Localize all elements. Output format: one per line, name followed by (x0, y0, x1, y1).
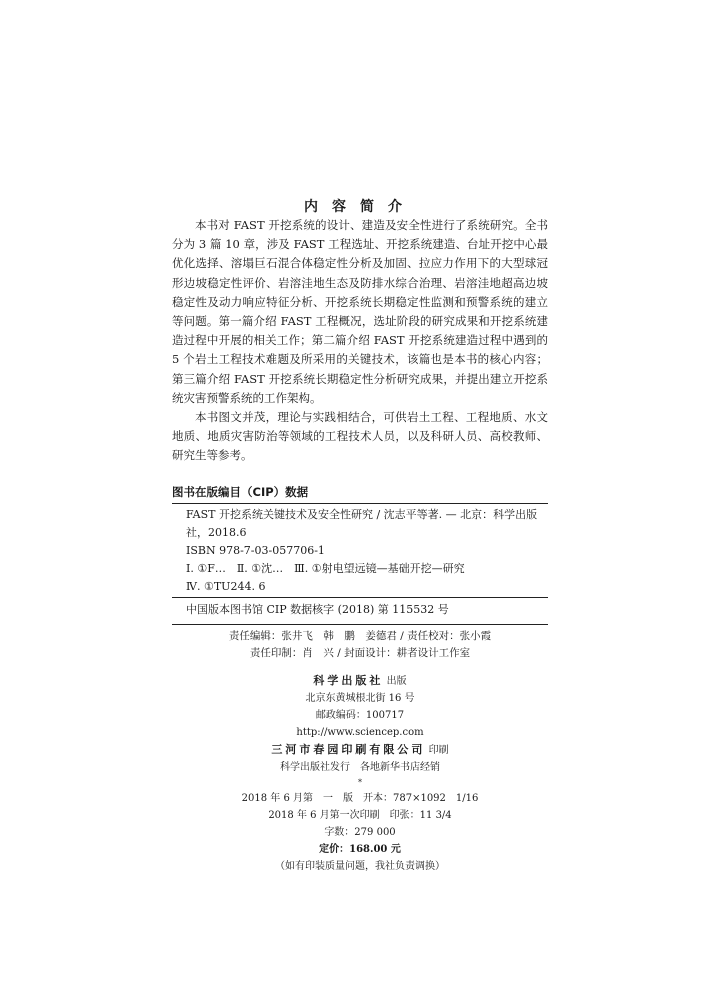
cip-class-line-2: Ⅳ. ①TU244. 6 (186, 580, 266, 593)
quality-notice: （如有印装质量问题，我社负责调换） (275, 861, 445, 872)
cip-divider-upper (172, 597, 548, 598)
printer-line (0, 741, 720, 759)
credits-section (172, 628, 548, 662)
printer-name: 三河市春园印刷有限公司 (271, 743, 426, 756)
cip-title-line: FAST 开挖系统关键技术及安全性研究 / 沈志平等著. — 北京：科学出版社，2018.6 (186, 508, 538, 539)
credits-line-2: 责任印制：肖 兴 / 封面设计：耕者设计工作室 (249, 647, 471, 659)
cip-library-section (172, 601, 548, 619)
distribution-line: 科学出版社发行 各地新华书店经销 (280, 762, 440, 773)
cip-isbn: ISBN 978-7-03-057706-1 (186, 544, 325, 557)
intro-paragraph-2: 本书图文并茂，理论与实践相结合，可供岩土工程、工程地质、水文地质、地质灾害防治等领域的工程技术人员，以及科研人员、高校教师、研究生等参考。 (172, 410, 548, 463)
intro-paragraph-1: 本书对 FAST 开挖系统的设计、建造及安全性进行了系统研究。全书分为 3 篇 10 章，涉及 FAST 工程选址、开挖系统建造、台址开挖中心最优化选择、溶塌巨石混合体稳定性分析及加固、拉应力作用下的大型球冠形边坡稳定性评价、岩溶洼地生态及防排水综合治理、岩溶洼地超高边坡稳定性及动力响应特征分析、开挖系统长期稳定性监测和预警系统的建立等问题。第一篇介绍 FAST 工程概况，选址阶段的研究成果和开挖系统建造过程中开展的相关工作；第二篇介绍 FAST 开挖系统建造过程中遇到的 5 个岩土工程技术难题及所采用的关键技术，该篇也是本书的核心内容；第三篇介绍 FAST 开挖系统长期稳定性分析研究成果，并提出建立开挖系统灾害预警系统的工作架构。 (172, 218, 548, 405)
wordcount-line: 字数：279 000 (324, 827, 396, 838)
separator-mark: * (358, 778, 362, 787)
publisher-action: 出版 (386, 676, 407, 687)
publisher-address: 北京东黄城根北街 16 号 (305, 693, 415, 704)
publisher-name: 科学出版社 (313, 674, 384, 687)
cip-divider-lower (172, 624, 548, 625)
cip-library-line: 中国版本图书馆 CIP 数据核字 (2018) 第 115532 号 (186, 603, 449, 616)
publisher-line (0, 672, 720, 690)
publisher-section (0, 672, 720, 875)
intro-section (172, 216, 548, 466)
cip-class-line-1: Ⅰ. ①F… Ⅱ. ①沈… Ⅲ. ①射电望远镜—基础开挖—研究 (186, 562, 465, 575)
intro-title: 内容简介 (304, 199, 416, 215)
publisher-website: http://www.sciencep.com (296, 727, 424, 738)
price-line: 定价：168.00 元 (319, 844, 401, 855)
edition-line: 2018 年 6 月第 一 版 开本：787×1092 1/16 (241, 793, 479, 804)
publisher-postcode: 邮政编码：100717 (315, 710, 405, 721)
credits-line-1: 责任编辑：张井飞 韩 鹏 姜德君 / 责任校对：张小霞 (228, 630, 492, 642)
cip-section (172, 506, 548, 596)
printer-action: 印刷 (428, 745, 449, 756)
printing-line: 2018 年 6 月第一次印刷 印张：11 3/4 (268, 810, 452, 821)
cip-heading: 图书在版编目（CIP）数据 (172, 484, 548, 504)
